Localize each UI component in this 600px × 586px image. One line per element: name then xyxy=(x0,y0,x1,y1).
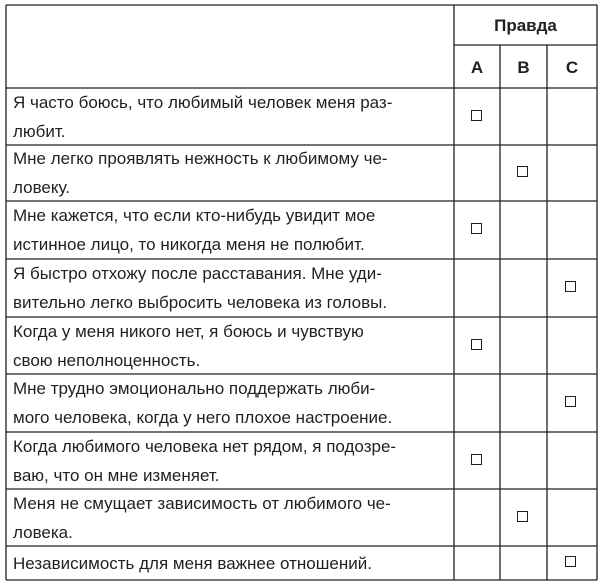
question-text-line: Мне легко проявлять нежность к любимому че- xyxy=(13,149,388,168)
answer-checkbox-b[interactable] xyxy=(517,511,528,522)
question-text-line: ловеку. xyxy=(13,178,71,197)
question-text-line: Я быстро отхожу после расставания. Мне уди- xyxy=(13,264,382,283)
question-text-line: Мне трудно эмоционально поддержать люби- xyxy=(13,379,376,398)
column-header-b: B xyxy=(517,58,530,77)
answer-checkbox-c[interactable] xyxy=(565,556,576,567)
question-text-line: Меня не смущает зависимость от любимого че- xyxy=(13,493,391,513)
answer-checkbox-a[interactable] xyxy=(471,110,482,121)
question-text-line: вительно легко выбросить человека из головы. xyxy=(13,293,388,312)
question-text-line: мого человека, когда у него плохое настроение. xyxy=(13,408,393,427)
question-text-line: Когда любимого человека нет рядом, я подозре- xyxy=(13,436,397,456)
question-text-line: Когда у меня никого нет, я боюсь и чувствую xyxy=(13,321,364,341)
question-text-line: Мне кажется, что если кто-нибудь увидит мое xyxy=(13,206,376,225)
question-text-line: ваю, что он мне изменяет. xyxy=(13,465,220,485)
answer-checkbox-a[interactable] xyxy=(471,339,482,350)
answer-checkbox-c[interactable] xyxy=(565,281,576,292)
answer-checkbox-a[interactable] xyxy=(471,454,482,465)
answer-checkbox-b[interactable] xyxy=(517,166,528,177)
question-text-line: ловека. xyxy=(13,522,73,542)
question-text-line: Независимость для меня важнее отношений. xyxy=(13,553,372,573)
column-header-c: C xyxy=(565,58,579,77)
question-text-line: любит. xyxy=(13,121,66,141)
question-text-line: свою неполноценность. xyxy=(13,350,201,370)
answer-checkbox-a[interactable] xyxy=(471,223,482,234)
question-text-line: истинное лицо, то никогда меня не полюбит. xyxy=(13,235,365,254)
truth-column-group-header: Правда xyxy=(494,16,557,35)
column-header-a: A xyxy=(470,58,484,77)
answer-checkbox-c[interactable] xyxy=(565,396,576,407)
question-text-line: Я часто боюсь, что любимый человек меня раз- xyxy=(13,92,393,112)
